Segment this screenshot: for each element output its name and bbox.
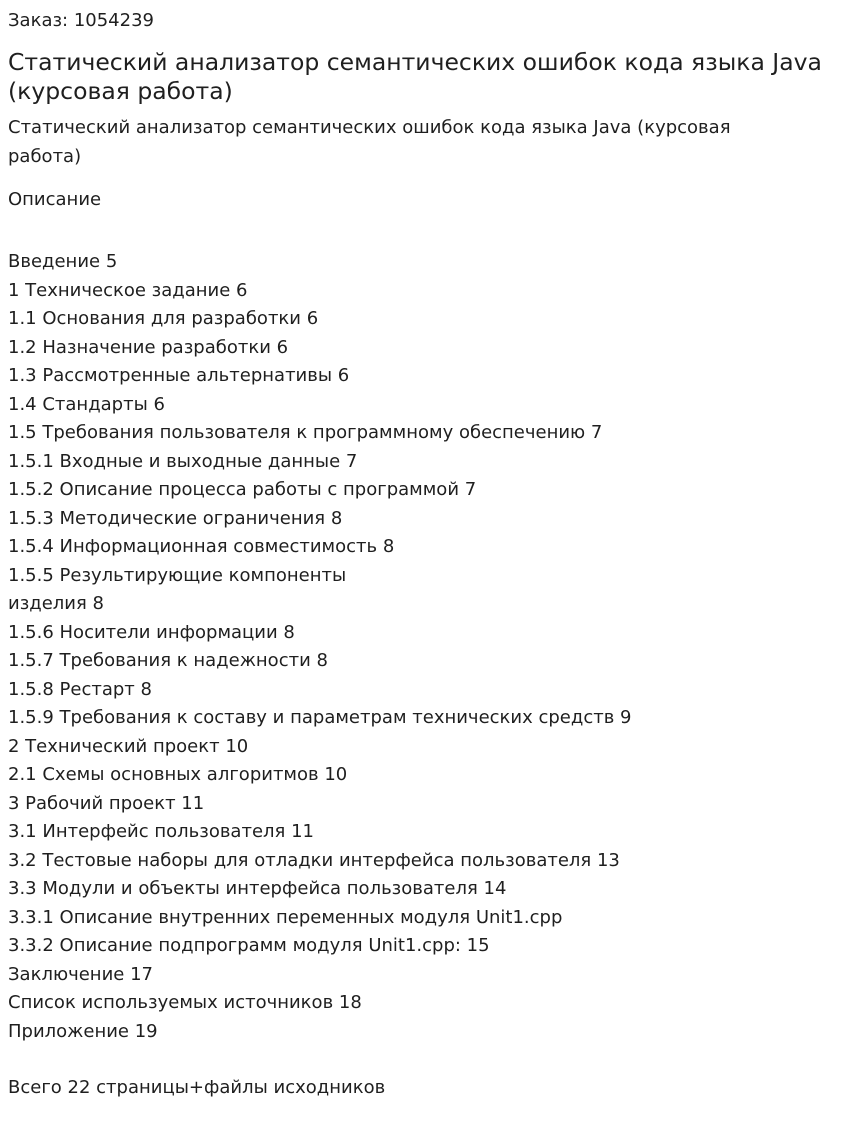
page-title: Статический анализатор семантических ошибок кода языка Java (курсовая работа) [8, 48, 822, 105]
toc-item: Введение 5 [8, 251, 118, 272]
toc-item: 3.2 Тестовые наборы для отладки интерфейса пользователя 13 [8, 849, 620, 871]
toc-item: 1.5.2 Описание процесса работы с программой 7 [8, 479, 477, 500]
subtitle: Статический анализатор семантических ошибок кода языка Java (курсовая работа) [8, 117, 731, 167]
toc-item: 2 Технический проект 10 [8, 735, 249, 757]
toc-item: 2.1 Схемы основных алгоритмов 10 [8, 764, 348, 785]
toc-item: 1.4 Стандарты 6 [8, 393, 165, 415]
toc-item: 3.3.2 Описание подпрограмм модуля Unit1.cpp: 15 [8, 935, 490, 956]
toc-item: 1.2 Назначение разработки 6 [8, 336, 289, 358]
toc-item: 3.3.1 Описание внутренних переменных модуля Unit1.cpp [8, 906, 563, 928]
table-of-contents [8, 248, 632, 1046]
page-total: Всего 22 страницы+файлы исходников [8, 1077, 386, 1098]
toc-item: 1.5.9 Требования к составу и параметрам технических средств 9 [8, 707, 632, 728]
toc-item: 1.3 Рассмотренные альтернативы 6 [8, 365, 350, 386]
toc-item: 1.5.8 Рестарт 8 [8, 678, 152, 700]
toc-item: Приложение 19 [8, 1020, 158, 1042]
toc-item: 1.5 Требования пользователя к программному обеспечению 7 [8, 422, 603, 443]
toc-item: 1.5.3 Методические ограничения 8 [8, 507, 343, 529]
toc-item: 1.5.5 Результирующие компоненты [8, 564, 347, 586]
toc-item: 3.1 Интерфейс пользователя 11 [8, 821, 314, 842]
description-heading: Описание [8, 189, 102, 210]
toc-item: 1.5.4 Информационная совместимость 8 [8, 536, 395, 557]
toc-item: Заключение 17 [8, 963, 153, 985]
toc-item: Список используемых источников 18 [8, 992, 362, 1013]
toc-item: 1.5.6 Носители информации 8 [8, 621, 295, 643]
toc-item: изделия 8 [8, 593, 104, 614]
toc-item: 1.1 Основания для разработки 6 [8, 308, 319, 329]
toc-item: 3 Рабочий проект 11 [8, 792, 205, 814]
toc-item: 3.3 Модули и объекты интерфейса пользователя 14 [8, 878, 507, 899]
toc-item: 1.5.1 Входные и выходные данные 7 [8, 450, 358, 472]
toc-item: 1 Техническое задание 6 [8, 279, 248, 301]
toc-item: 1.5.7 Требования к надежности 8 [8, 650, 328, 671]
order-number: Заказ: 1054239 [8, 10, 154, 31]
